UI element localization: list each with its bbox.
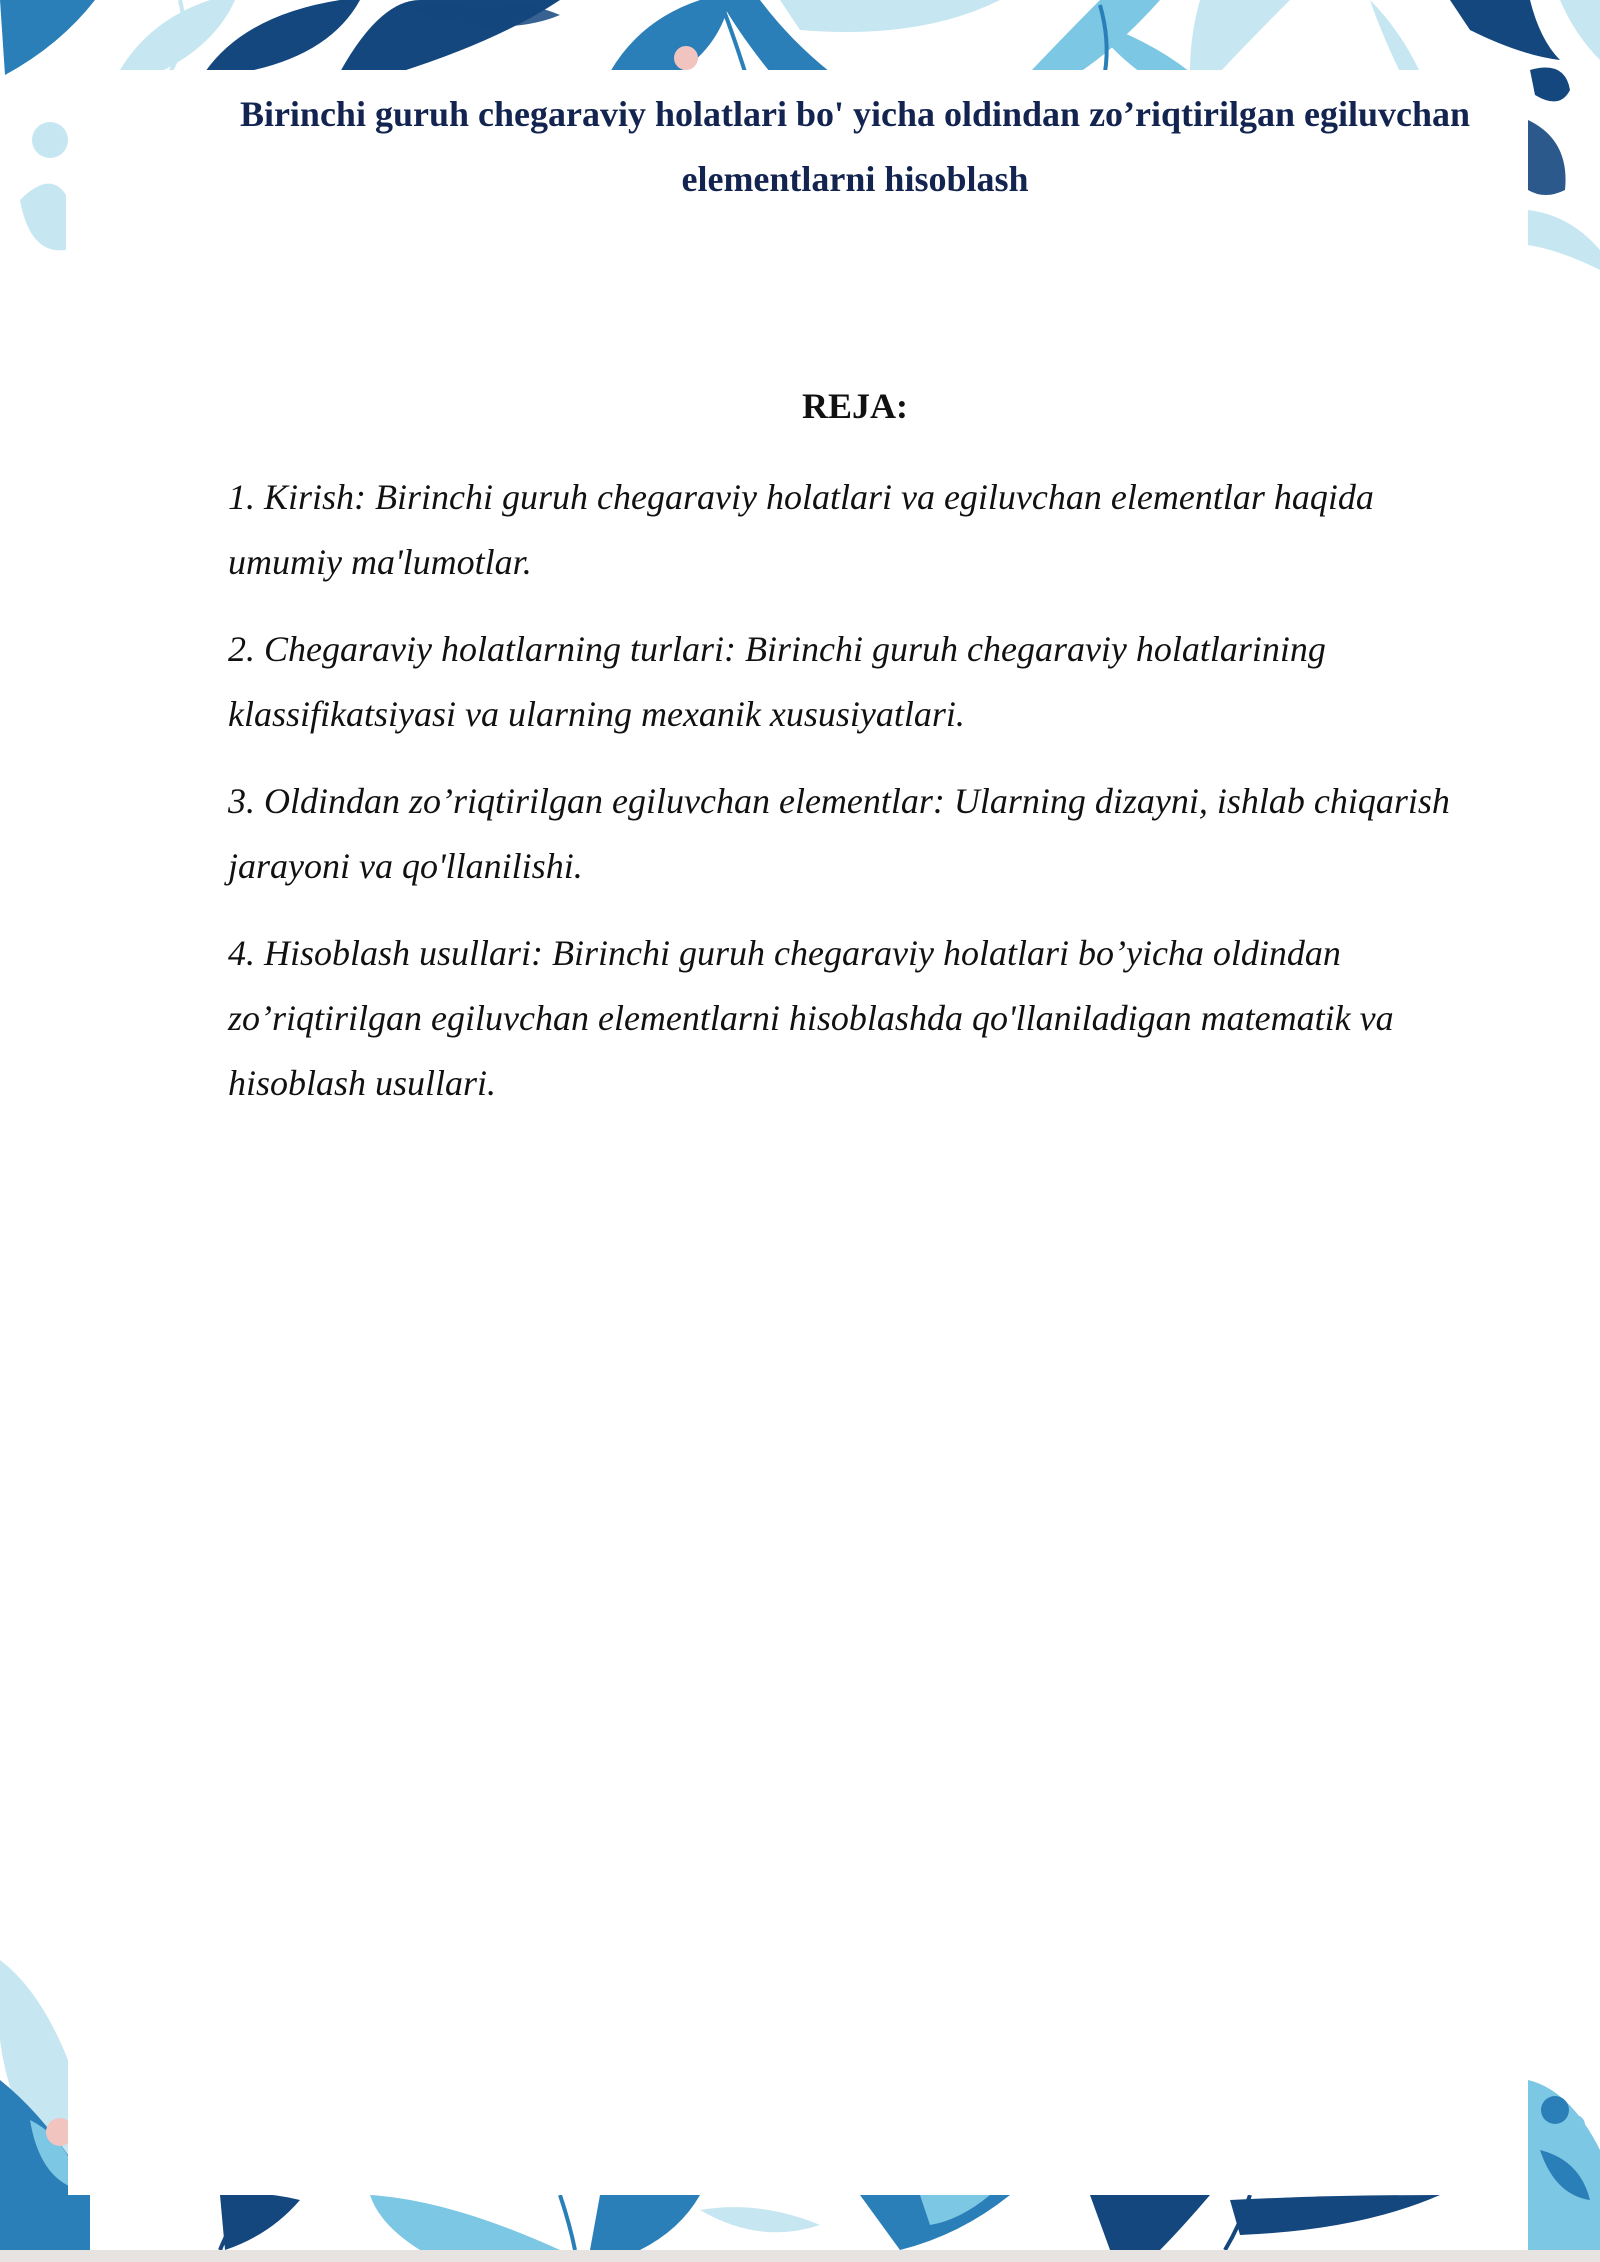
leaf-shape: [1190, 0, 1290, 72]
leaf-shape: [590, 2195, 700, 2250]
plan-item-4: 4. Hisoblash usullari: Birinchi guruh chegaraviy holatlari bo’yicha oldindan zo’riqtirilgan egiluvchan elementlarni hisoblashda qo'llaniladigan matematik va hisoblash usullari.: [228, 933, 1394, 1103]
leaf-shape: [370, 2195, 560, 2250]
berry-dot: [32, 122, 68, 158]
document-title: Birinchi guruh chegaraviy holatlari bo' yicha oldindan zo’riqtirilgan egiluvchan elementlarni hisoblash: [239, 94, 1471, 199]
plan-item-3: 3. Oldindan zo’riqtirilgan egiluvchan elementlar: Ularning dizayni, ishlab chiqarish jarayoni va qo'llanilishi.: [228, 781, 1450, 886]
berry-dot: [1541, 2096, 1569, 2124]
leaf-shape: [700, 2207, 820, 2232]
leaf-stem: [560, 2195, 575, 2250]
leaf-shape: [780, 0, 1000, 32]
leaf-shape: [1450, 0, 1560, 60]
plan-heading: REJA:: [802, 386, 908, 426]
leaf-shape: [0, 0, 95, 75]
berry-dot: [1565, 2115, 1585, 2135]
leaf-shape: [1530, 68, 1570, 102]
berry-dot: [674, 46, 698, 70]
leaf-shape: [20, 184, 66, 251]
leaf-shape: [1560, 0, 1600, 60]
plan-item-1: 1. Kirish: Birinchi guruh chegaraviy holatlari va egiluvchan elementlar haqida umumiy ma'lumotlar.: [228, 477, 1374, 582]
leaf-shape: [1370, 0, 1420, 72]
plan-item-2: 2. Chegaraviy holatlarning turlari: Birinchi guruh chegaraviy holatlarining klassifikatsiyasi va ularning mexanik xususiyatlari.: [228, 629, 1326, 734]
plan-list: [228, 465, 1488, 1138]
leaf-shape: [610, 0, 730, 72]
leaf-shape: [1090, 2195, 1210, 2250]
leaf-shape: [1230, 2195, 1440, 2235]
page-bottom-edge: [0, 2250, 1600, 2262]
leaf-shape: [1528, 120, 1566, 195]
leaf-shape: [1528, 210, 1600, 270]
